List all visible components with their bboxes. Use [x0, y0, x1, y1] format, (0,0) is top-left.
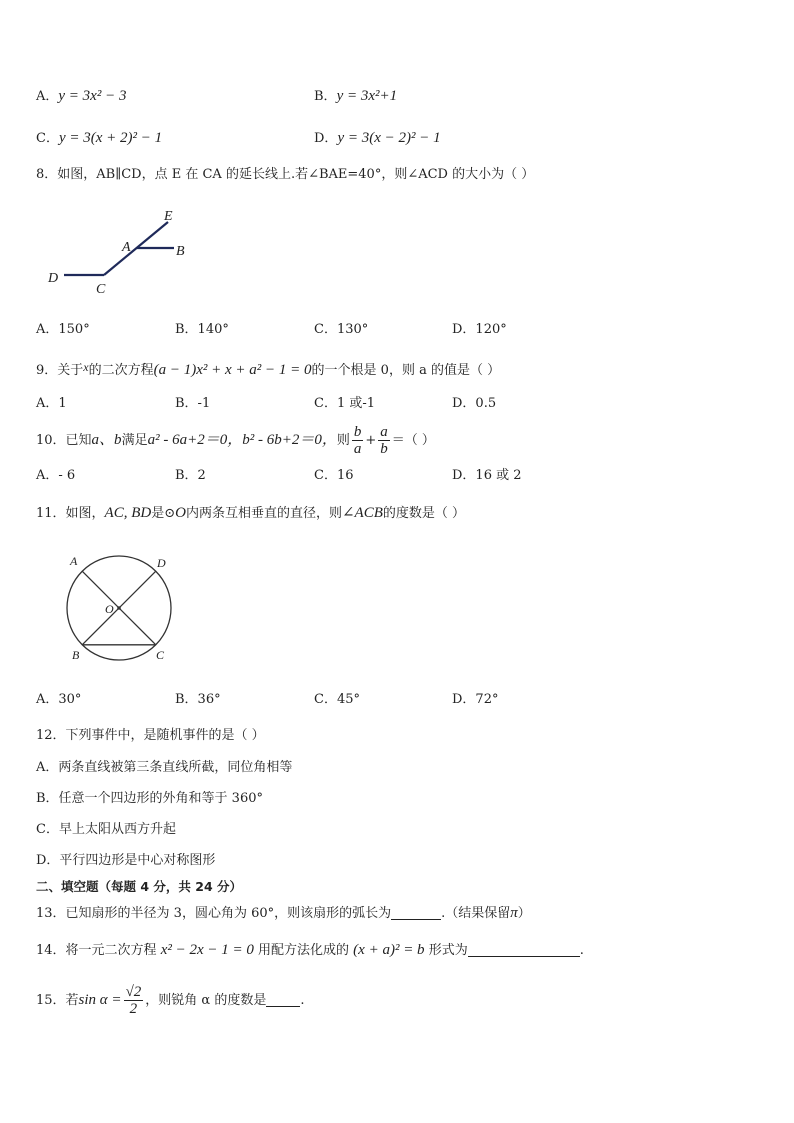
q10-mid: 满足 [121, 433, 148, 448]
q11-option-b: B．36° [175, 692, 221, 707]
q8-label-b: B [176, 244, 185, 259]
q12-stem: 12．下列事件中，是随机事件的是（ ） [36, 728, 265, 743]
q11-label-d: D [157, 556, 166, 570]
q11-label-a: A [70, 554, 78, 568]
q7-option-a [36, 86, 126, 107]
q7-option-d-math: y = 3(x − 2)² − 1 [337, 130, 441, 146]
q14-form: (x + a)² = b [353, 942, 425, 958]
q11-stem [36, 503, 465, 524]
q13-stem [36, 903, 531, 924]
q9-mid: 的二次方程 [88, 363, 154, 378]
q9-var: x [83, 360, 89, 374]
q10-frac1-den: a [353, 441, 362, 457]
q11-option-a: A．30° [36, 692, 82, 707]
q15-prefix: 15．若 [36, 993, 79, 1008]
q14-end: . [579, 943, 584, 958]
q7-option-a-math: y = 3x² − 3 [58, 88, 127, 104]
q11-math-ac-bd: AC, BD [104, 505, 152, 521]
q10-eq2: b² - 6b+2＝0， [242, 432, 337, 448]
q11-label-b: B [72, 648, 80, 662]
q10-option-b: B．2 [175, 468, 206, 483]
q10-frac2-num: a [380, 424, 388, 440]
q11-center-dot [117, 606, 121, 610]
q11-label-o: O [105, 602, 114, 616]
q10-fraction-b-over-a [352, 424, 364, 457]
q11-prefix: 11．如图， [36, 506, 105, 521]
q11-math-o: O [175, 505, 186, 521]
q15-den: 2 [129, 1001, 138, 1017]
q15-stem [36, 980, 304, 1021]
q9-option-a: A．1 [36, 396, 67, 411]
q8-option-a: A．150° [36, 322, 90, 337]
q15-answer-blank[interactable] [266, 992, 300, 1007]
q7-option-a-label: A． [36, 89, 59, 104]
q7-option-d [314, 128, 441, 149]
q10-suffix: ＝（ ） [391, 433, 435, 448]
q9-option-c: C．1 或-1 [314, 396, 376, 411]
q15-sin: sin α = [78, 992, 122, 1008]
q15-fraction [124, 984, 144, 1017]
q8-option-c: C．130° [314, 322, 369, 337]
q13-suffix: .（结果保留 [441, 906, 511, 921]
q10-frac2-den: b [380, 441, 388, 457]
q13-answer-blank[interactable] [391, 905, 441, 920]
q10-then: 则 [336, 433, 350, 448]
q15-num: √2 [125, 984, 142, 1000]
q12-option-c: C．早上太阳从西方升起 [36, 822, 176, 837]
q8-label-e: E [164, 209, 173, 224]
q10-stem [36, 420, 435, 461]
q8-label-c: C [96, 282, 106, 297]
q12-option-d: D．平行四边形是中心对称图形 [36, 853, 216, 868]
q11-mid: 是⊙ [151, 506, 176, 521]
q13-close: ） [517, 906, 531, 921]
q8-option-d: D．120° [452, 322, 507, 337]
q13-text: 13．已知扇形的半径为 3，圆心角为 60°，则该扇形的弧长为 [36, 906, 392, 921]
q14-stem [36, 940, 584, 961]
q11-suffix: 的度数是（ ） [382, 506, 466, 521]
q14-prefix: 14．将一元二次方程 [36, 943, 157, 958]
q14-suffix: 形式为 [428, 943, 468, 958]
q7-option-c-math: y = 3(x + 2)² − 1 [58, 130, 163, 146]
q7-option-b [314, 86, 397, 107]
q14-equation: x² − 2x − 1 = 0 [160, 942, 254, 958]
q11-option-d: D．72° [452, 692, 499, 707]
q11-label-c: C [156, 648, 165, 662]
q15-suffix: ，则锐角 α 的度数是 [145, 993, 267, 1008]
q10-option-c: C．16 [314, 468, 354, 483]
q12-option-b: B．任意一个四边形的外角和等于 360° [36, 791, 263, 806]
q10-prefix: 10．已知 [36, 433, 92, 448]
q15-end: . [300, 993, 305, 1008]
q12-option-a: A．两条直线被第三条直线所截，同位角相等 [36, 760, 293, 775]
q11-mid2: 内两条互相垂直的直径，则 [185, 506, 342, 521]
q8-figure [40, 200, 200, 300]
q8-label-d: D [48, 271, 59, 286]
q10-eq1: a² - 6a+2＝0， [147, 432, 243, 448]
q10-fraction-a-over-b [378, 424, 390, 457]
q8-label-a: A [122, 240, 131, 255]
q10-frac1-num: b [353, 424, 362, 440]
q9-prefix: 9．关于 [36, 363, 84, 378]
q10-option-a: A．- 6 [36, 468, 76, 483]
q8-option-b: B．140° [175, 322, 229, 337]
q7-option-b-label: B． [314, 89, 337, 104]
q11-figure [55, 548, 185, 670]
q10-vars: a、b [91, 432, 122, 448]
q14-mid: 用配方法化成的 [258, 943, 350, 958]
q7-option-d-label: D． [314, 131, 338, 146]
q7-option-c-label: C． [36, 131, 59, 146]
q11-option-c: C．45° [314, 692, 360, 707]
q9-stem [36, 357, 500, 381]
q9-option-b: B．-1 [175, 396, 211, 411]
section-title-fill-in: 二、填空题（每题 4 分，共 24 分） [36, 879, 243, 894]
q10-plus: + [365, 433, 377, 448]
q13-pi: π [510, 905, 518, 921]
q10-option-d: D．16 或 2 [452, 468, 522, 483]
q9-option-d: D．0.5 [452, 396, 497, 411]
q8-stem: 8．如图，AB∥CD，点 E 在 CA 的延长线上.若∠BAE=40°，则∠ACD 的大小为（ ） [36, 167, 535, 182]
q9-equation: (a − 1)x² + x + a² − 1 = 0 [153, 362, 312, 378]
q14-answer-blank[interactable] [468, 942, 580, 957]
q11-math-angle: ∠ACB [341, 505, 383, 521]
q9-suffix: 的一个根是 0，则 a 的值是（ ） [311, 363, 501, 378]
q7-option-b-math: y = 3x²+1 [336, 88, 398, 104]
q7-option-c [36, 128, 162, 149]
